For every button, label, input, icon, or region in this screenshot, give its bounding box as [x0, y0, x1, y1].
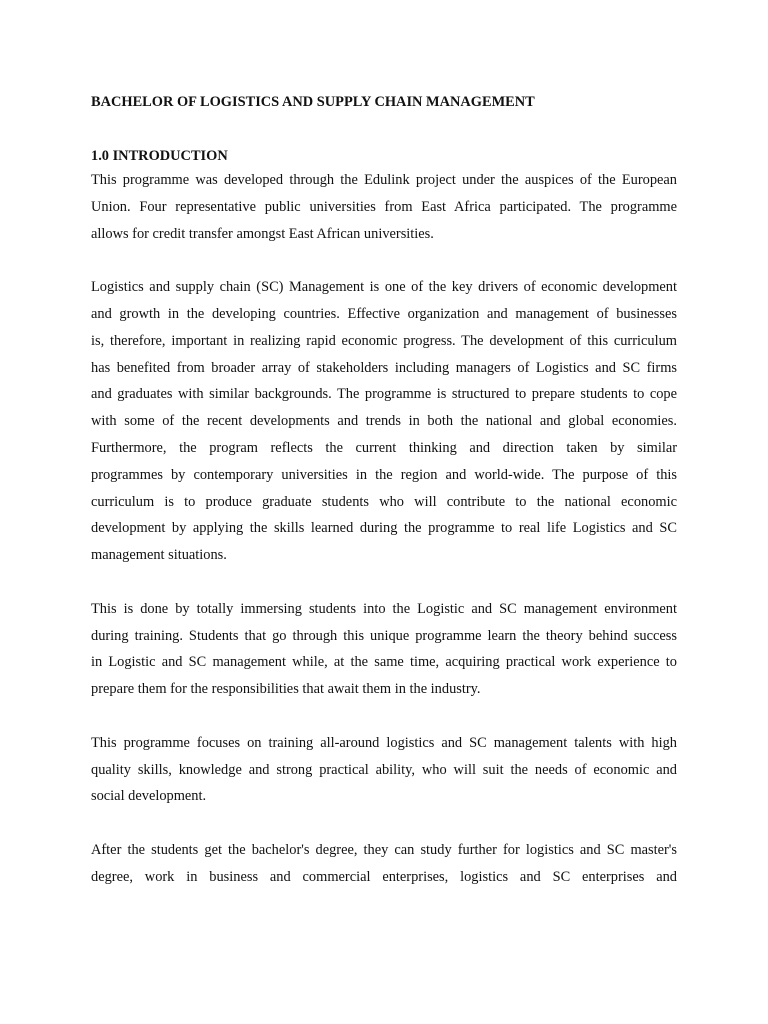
text-line: has benefited from broader array of stakeholders including managers of Logistics and SC firms [91, 359, 677, 376]
text-line: and graduates with similar backgrounds. The programme is structured to prepare students to cope [91, 386, 677, 403]
text-line: prepare them for the responsibilities that await them in the industry. [91, 681, 481, 698]
text-line: development by applying the skills learned during the programme to real life Logistics and SC [91, 520, 677, 537]
text-line: with some of the recent developments and trends in both the national and global economies. [91, 413, 677, 430]
text-line: This programme was developed through the Edulink project under the auspices of the European [91, 172, 677, 188]
text-line: degree, work in business and commercial enterprises, logistics and SC enterprises and [91, 868, 677, 885]
text-line: programmes by contemporary universities in the region and world-wide. The purpose of this [91, 466, 677, 483]
paragraph-career-paths [91, 837, 677, 891]
text-line: management situations. [91, 547, 227, 564]
text-line: social development. [91, 788, 207, 805]
text-line: After the students get the bachelor's degree, they can study further for logistics and SC master's [91, 841, 677, 858]
text-line: curriculum is to produce graduate students who will contribute to the national economic [91, 493, 677, 510]
text-line: Furthermore, the program reflects the current thinking and direction taken by similar [91, 439, 677, 456]
document-body [91, 92, 677, 891]
text-line: and growth in the developing countries. Effective organization and management of businesses [91, 305, 677, 322]
text-line: during training. Students that go through this unique programme learn the theory behind success [91, 627, 677, 644]
document-title: BACHELOR OF LOGISTICS AND SUPPLY CHAIN MANAGEMENT [91, 94, 535, 110]
text-line: This is done by totally immersing students into the Logistic and SC management environment [91, 600, 677, 617]
paragraph-logistics-overview [91, 274, 677, 569]
text-line: This programme focuses on training all-around logistics and SC management talents with high [91, 734, 677, 751]
text-line: Logistics and supply chain (SC) Management is one of the key drivers of economic development [91, 279, 677, 296]
paragraph-immersion [91, 596, 677, 703]
text-line: in Logistic and SC management while, at the same time, acquiring practical work experience to [91, 654, 677, 671]
text-line: quality skills, knowledge and strong practical ability, who will suit the needs of economic and [91, 761, 677, 778]
text-line: allows for credit transfer amongst East African universities. [91, 225, 434, 242]
text-line: Union. Four representative public universities from East Africa participated. The programme [91, 198, 677, 215]
paragraph-edulink [91, 167, 677, 247]
text-line: is, therefore, important in realizing rapid economic progress. The development of this curriculum [91, 332, 677, 349]
paragraph-focus [91, 730, 677, 810]
section-heading-introduction: 1.0 INTRODUCTION [91, 148, 228, 164]
